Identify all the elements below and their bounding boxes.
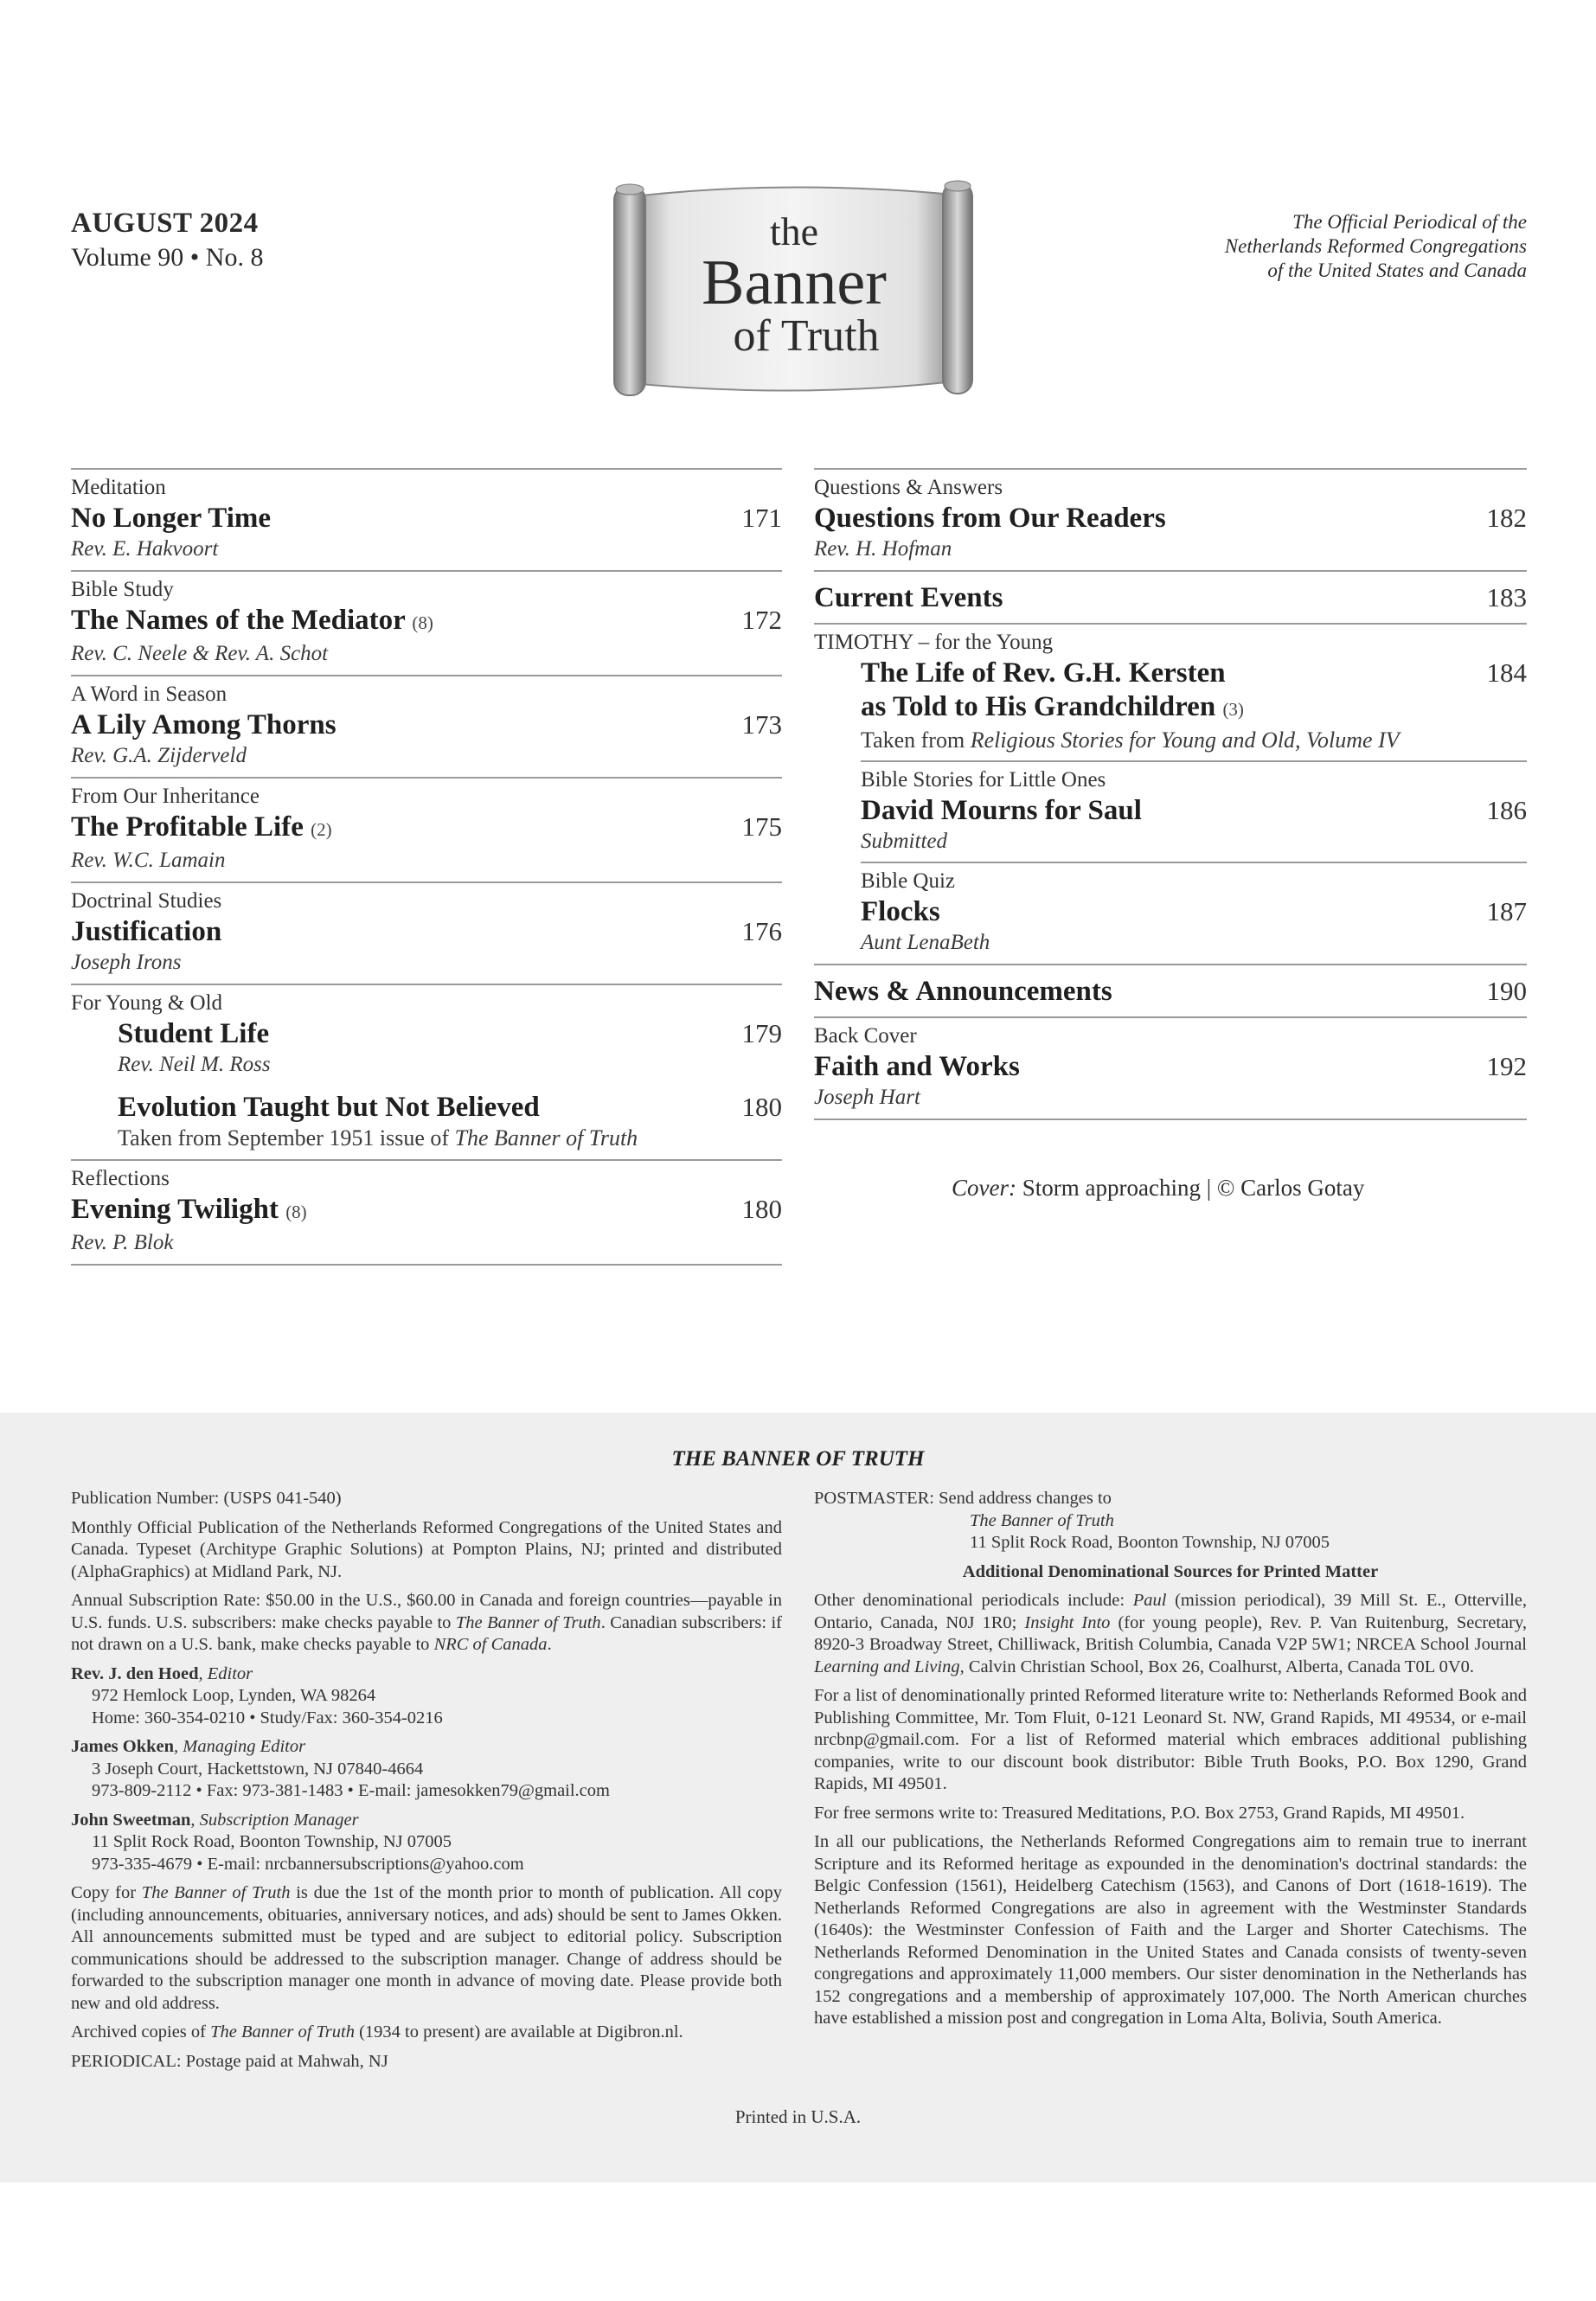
- toc-title: No Longer Time: [71, 503, 272, 534]
- toc-note-title: Religious Stories for Young and Old, Volume IV: [970, 727, 1400, 753]
- text-italic: The Banner of Truth: [455, 1612, 601, 1632]
- toc-page: 171: [741, 503, 782, 533]
- managing-editor-role: , Managing Editor: [174, 1737, 306, 1756]
- text: Other denominational periodicals include:: [814, 1591, 1133, 1610]
- text: (for young people), Rev. P. Van Ruitenburg, Secretary, 8920-3 Broadway Street, Chilliwack, British Columbia, Canada V2P 5W1; NRCEA School Journal: [814, 1612, 1528, 1654]
- toc-author: Joseph Hart: [814, 1086, 920, 1109]
- toc-author: Rev. E. Hakvoort: [71, 537, 219, 561]
- editor-role: , Editor: [198, 1663, 253, 1683]
- toc-title: Justification: [71, 916, 222, 947]
- text-italic: Learning and Living: [814, 1657, 960, 1676]
- postmaster-addressee: The Banner of Truth: [970, 1510, 1114, 1530]
- toc-entry[interactable]: [71, 883, 782, 985]
- subscription-manager-name: John Sweetman: [71, 1810, 191, 1830]
- subscription-manager-address: 11 Split Rock Road, Boonton Township, NJ 07005: [92, 1832, 452, 1851]
- toc-entry[interactable]: [814, 965, 1527, 1018]
- free-sermons: For free sermons write to: Treasured Meditations, P.O. Box 2753, Grand Rapids, MI 49501.: [814, 1803, 1465, 1823]
- toc-left-column: [71, 468, 782, 1266]
- publication-number: Publication Number: (USPS 041-540): [71, 1489, 342, 1508]
- toc-category: TIMOTHY – for the Young: [814, 631, 1054, 654]
- toc-title: Evolution Taught but Not Believed: [118, 1092, 540, 1123]
- toc-entry[interactable]: [71, 1090, 782, 1151]
- toc-entry[interactable]: [814, 572, 1527, 625]
- toc-entry[interactable]: [71, 470, 782, 572]
- periodical-postage: PERIODICAL: Postage paid at Mahwah, NJ: [71, 2051, 388, 2071]
- toc-category: Meditation: [71, 476, 166, 499]
- toc-entry[interactable]: [814, 1018, 1527, 1120]
- toc-entry[interactable]: [71, 1161, 782, 1266]
- toc-entry[interactable]: [814, 656, 1527, 753]
- editor-contact: [71, 1663, 782, 1730]
- toc-category: Doctrinal Studies: [71, 889, 222, 913]
- toc-page: 179: [741, 1018, 782, 1048]
- subscription-manager-phone: 973-335-4679 • E-mail: nrcbannersubscriptions@yahoo.com: [92, 1854, 524, 1874]
- printed-in: Printed in U.S.A.: [734, 2106, 862, 2127]
- toc-title: Flocks: [861, 896, 940, 927]
- toc-page: 173: [741, 709, 782, 740]
- toc-category: From Our Inheritance: [71, 785, 260, 808]
- managing-editor-address: 3 Joseph Court, Hackettstown, NJ 07840-4664: [92, 1759, 424, 1779]
- toc-note: [861, 727, 1527, 753]
- toc-page: 182: [1486, 503, 1527, 533]
- additional-sources-heading: Additional Denominational Sources for Printed Matter: [962, 1561, 1379, 1581]
- text: Copy for: [71, 1883, 142, 1902]
- text: .: [547, 1635, 552, 1654]
- toc-title: The Profitable Life: [71, 811, 304, 843]
- toc-note-title: The Banner of Truth: [454, 1125, 638, 1150]
- tagline-line: Netherlands Reformed Congregations: [1224, 235, 1527, 257]
- toc-section-timothy: [814, 625, 1527, 965]
- toc-author: Rev. C. Neele & Rev. A. Schot: [71, 642, 329, 665]
- footer-left-column: [71, 1488, 782, 2080]
- postmaster: [814, 1488, 1527, 1554]
- text: is due the 1st of the month prior to month of publication. All copy (including announcements, obituaries, anniversary notices, and ads) should be sent to James Okken. All announcements submitted must be typed and are subject to editorial policy. Subscription communications should be addressed to the subscription manager. Change of address should be forwarded to the subscription manager one month in advance of moving date. Please provide both new and old address.: [71, 1883, 782, 2013]
- text: (1934 to present) are available at Digibron.nl.: [354, 2022, 683, 2041]
- text-italic: Paul: [1132, 1591, 1167, 1610]
- toc-page: 180: [741, 1194, 782, 1224]
- toc-title: Student Life: [118, 1018, 270, 1049]
- literature-list: For a list of denominationally printed Reformed literature write to: Netherlands Reformed Book and Publishing Committee, Mr. Tom Fluit, 0-121 Leonard St. NW, Grand Rapids, MI 49534, or e-mail nrcbnp@gmail.com. For a list of Reformed material which embraces additional publishing companies, write to our discount book distributor: Bible Truth Books, P.O. Box 1290, Grand Rapids, MI 49501.: [814, 1686, 1527, 1793]
- toc-entry[interactable]: [861, 760, 1527, 855]
- toc-author: Rev. Neil M. Ross: [118, 1053, 271, 1076]
- denomination-statement: In all our publications, the Netherlands Reformed Congregations aim to remain true to inerrant Scripture and its Reformed heritage as expounded in the denomination's doctrinal standards: the Belgic Confession (1561), Heidelberg Catechism (1563), and Canons of Dort (1618-1619). The Netherlands Reformed Congregations are also in agreement with the Westminster Standards (1640s): the Westminster Confession of Faith and the Larger and Shorter Catechisms. The Netherlands Reformed Denomination in the United States and Canada consists of twenty-seven congregations and approximately 11,000 members. Our sister denomination in the Netherlands has 152 congregations and a membership of approximately 107,000. The North American churches have established a mission post and congregation in Loma Alta, Bolivia, South America.: [814, 1832, 1527, 2028]
- toc-title-line2: as Told to His Grandchildren: [861, 691, 1216, 722]
- toc-page: 183: [1486, 582, 1527, 612]
- postmaster-address: 11 Split Rock Road, Boonton Township, NJ 07005: [970, 1533, 1330, 1552]
- toc-part: (8): [412, 612, 433, 633]
- toc-title: The Names of the Mediator: [71, 605, 406, 636]
- tagline: [1077, 210, 1527, 283]
- text-italic: Insight Into: [1024, 1612, 1111, 1632]
- toc-title: Current Events: [814, 582, 1003, 613]
- toc-page: 186: [1486, 795, 1527, 825]
- logo-banner: Banner: [702, 247, 887, 318]
- toc-title: The Life of Rev. G.H. Kersten: [861, 657, 1226, 689]
- toc-note-text: Taken from: [861, 727, 971, 753]
- toc-author: Rev. P. Blok: [71, 1231, 174, 1254]
- toc-category: Bible Study: [71, 578, 174, 601]
- text-italic: The Banner of Truth: [210, 2022, 355, 2041]
- text: Annual Subscription Rate: $50.00 in the U.S., $60.00 in Canada and foreign countries—payable in U.S. funds. U.S. subscribers: make checks payable to: [71, 1591, 782, 1632]
- cover-credit: [952, 1175, 1364, 1202]
- toc-page: 175: [741, 811, 782, 842]
- toc-author: Aunt LenaBeth: [861, 931, 990, 954]
- other-periodicals: [814, 1590, 1527, 1678]
- text-italic: NRC of Canada: [433, 1635, 548, 1654]
- text: . Canadian subscribers: if not drawn on a U.S. bank, make checks payable to: [71, 1612, 782, 1654]
- publication-info-panel: [0, 1413, 1596, 2182]
- logo-of-truth: of Truth: [733, 311, 880, 361]
- toc-note-text: Taken from September 1951 issue of: [118, 1125, 455, 1150]
- toc-page: 192: [1486, 1051, 1527, 1081]
- managing-editor-phone: 973-809-2112 • Fax: 973-381-1483 • E-mail: jamesokken79@gmail.com: [92, 1781, 610, 1800]
- toc-entry[interactable]: [71, 779, 782, 883]
- managing-editor-contact: [71, 1736, 782, 1803]
- cover-label: Cover:: [952, 1175, 1016, 1201]
- toc-category: Bible Quiz: [861, 869, 956, 893]
- editor-phone: Home: 360-354-0210 • Study/Fax: 360-354-0216: [92, 1708, 443, 1727]
- tagline-line: of the United States and Canada: [1267, 260, 1527, 281]
- toc-part: (3): [1222, 699, 1244, 720]
- toc-entry[interactable]: [71, 676, 782, 779]
- toc-part: (8): [285, 1202, 307, 1222]
- toc-category: For Young & Old: [71, 991, 223, 1015]
- editor-name: Rev. J. den Hoed: [71, 1663, 199, 1683]
- toc-page: 190: [1486, 976, 1527, 1006]
- toc-entry[interactable]: [814, 470, 1527, 572]
- copy-policy: [71, 1882, 782, 2015]
- monthly-publication: Monthly Official Publication of the Netherlands Reformed Congregations of the United States and Canada. Typeset (Architype Graphic Solutions) at Pompton Plains, NJ; printed and distributed (AlphaGraphics) at Midland Park, NJ.: [71, 1517, 782, 1581]
- cover-text: Storm approaching | © Carlos Gotay: [1016, 1175, 1365, 1201]
- toc-category: A Word in Season: [71, 683, 228, 706]
- toc-author: Rev. G.A. Zijderveld: [71, 744, 247, 767]
- editor-address: 972 Hemlock Loop, Lynden, WA 98264: [92, 1686, 376, 1705]
- toc-category: Reflections: [71, 1167, 170, 1190]
- archived-copies: [71, 2022, 782, 2044]
- toc-title: Evening Twilight: [71, 1194, 279, 1225]
- toc-author: Submitted: [861, 830, 947, 853]
- toc-entry[interactable]: [71, 572, 782, 676]
- toc-category: Back Cover: [814, 1024, 917, 1048]
- footer-right-column: [814, 1488, 1527, 2037]
- toc-category: Questions & Answers: [814, 476, 1003, 499]
- toc-page: 187: [1486, 896, 1527, 926]
- text: (mission periodical), 39 Mill St. E., Otterville, Ontario, Canada, N0J 1R0;: [814, 1591, 1527, 1632]
- toc-entry[interactable]: [861, 862, 1527, 956]
- toc-page: 184: [1486, 657, 1527, 688]
- tagline-line: The Official Periodical of the: [1292, 211, 1527, 233]
- footer-title: THE BANNER OF TRUTH: [671, 1447, 925, 1471]
- toc-title: Questions from Our Readers: [814, 503, 1166, 534]
- postmaster-text: POSTMASTER: Send address changes to: [814, 1489, 1112, 1508]
- subscription-manager-role: , Subscription Manager: [190, 1810, 359, 1830]
- toc-title: A Lily Among Thorns: [71, 709, 337, 740]
- toc-page: 172: [741, 605, 782, 635]
- subscription-manager-contact: [71, 1810, 782, 1876]
- banner-of-truth-logo: [599, 177, 986, 404]
- toc-title: David Mourns for Saul: [861, 795, 1142, 826]
- toc-title: News & Announcements: [814, 976, 1112, 1007]
- toc-author: Joseph Irons: [71, 951, 182, 974]
- logo-the: the: [769, 209, 819, 253]
- issue-info: [71, 206, 263, 275]
- toc-author: Rev. W.C. Lamain: [71, 849, 226, 872]
- managing-editor-name: James Okken: [71, 1737, 175, 1756]
- toc-entry[interactable]: [71, 1016, 782, 1078]
- issue-month: AUGUST 2024: [71, 208, 259, 239]
- text-italic: The Banner of Truth: [141, 1883, 291, 1902]
- toc-part: (2): [311, 819, 332, 840]
- toc-page: 176: [741, 916, 782, 946]
- toc-right-column: [814, 468, 1527, 1120]
- toc-page: 180: [741, 1092, 782, 1122]
- text: Archived copies of: [71, 2022, 211, 2041]
- toc-author: Rev. H. Hofman: [814, 537, 952, 561]
- subscription-rate: [71, 1590, 782, 1657]
- issue-volume: Volume 90 • No. 8: [71, 243, 264, 272]
- text: , Calvin Christian School, Box 26, Coalhurst, Alberta, Canada T0L 0V0.: [959, 1657, 1475, 1676]
- toc-title: Faith and Works: [814, 1051, 1020, 1082]
- toc-category: Bible Stories for Little Ones: [861, 768, 1106, 792]
- toc-section-young-old: [71, 985, 782, 1161]
- toc-note: [118, 1125, 782, 1151]
